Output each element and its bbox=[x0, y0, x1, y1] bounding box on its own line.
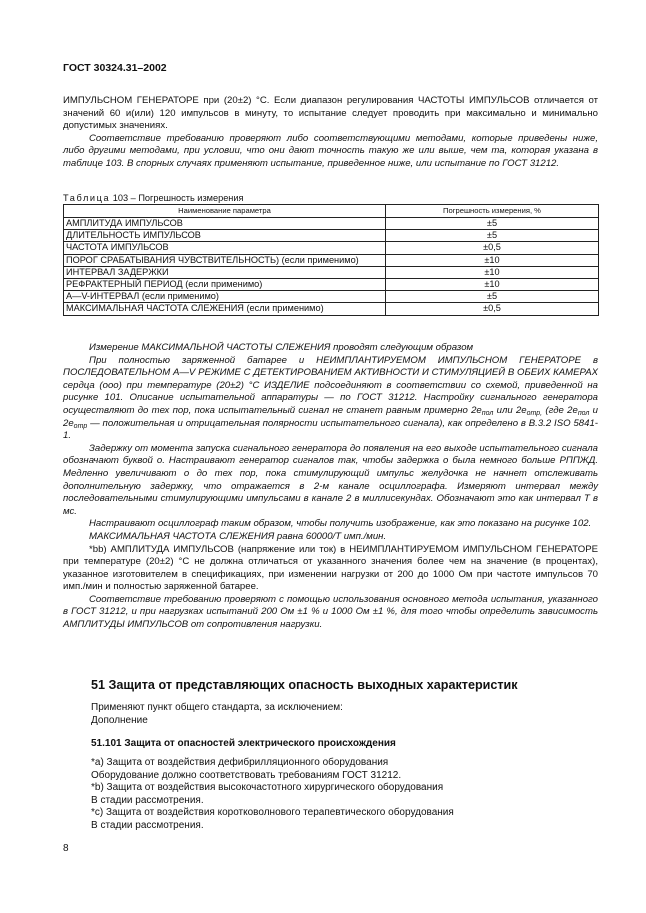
test-method-text bbox=[63, 342, 598, 632]
table-row bbox=[64, 291, 599, 303]
error-cell: ±0,5 bbox=[386, 303, 599, 315]
list-item: *b) Защита от воздействия высокочастотного хирургического оборудования bbox=[91, 782, 444, 794]
list-item: Оборудование должно соответствовать требованиям ГОСТ 31212. bbox=[91, 769, 402, 781]
measurement-error-table bbox=[63, 204, 599, 316]
paragraph: ИМПУЛЬСНОМ ГЕНЕРАТОРЕ при (20±2) °С. Если диапазон регулирования ЧАСТОТЫ ИМПУЛЬСОВ отличается от значений 60 и(или) 120 импульсов в минуту, то испытание следует проводить при максимально и минимально допустимых значениях. bbox=[63, 95, 598, 132]
parameter-cell: ДЛИТЕЛЬНОСТЬ ИМПУЛЬСОВ bbox=[64, 230, 386, 242]
amplitude-requirement-paragraph: *bb) АМПЛИТУДА ИМПУЛЬСОВ (напряжение или ток) в НЕИМПЛАНТИРУЕМОМ ИМПУЛЬСНОМ ГЕНЕРАТОРЕ при температуре (20±2) °С не должна отличаться от указанного значения более чем на значение (в процентах), указанное изготовителем в спецификациях, при изменении нагрузки от 200 до 1000 Ом при частоте импульсов 70 имп./мин и полностью заряженной батарее. bbox=[63, 543, 598, 593]
compliance-paragraph: Соответствие требованию проверяют либо соответствующими методами, которые приведены ниже, либо другими методами, при условии, что они дают точность такую же или выше, чем та, которая указана в таблице 103. В спорных случаях применяют испытание, приведенное ниже, или испытание по ГОСТ 31212. bbox=[63, 132, 598, 169]
list-item: В стадии рассмотрения. bbox=[91, 794, 204, 806]
error-cell: ±5 bbox=[386, 291, 599, 303]
page-number: 8 bbox=[63, 843, 69, 854]
parameter-cell: АМПЛИТУДА ИМПУЛЬСОВ bbox=[64, 218, 386, 230]
error-cell: ±5 bbox=[386, 230, 599, 242]
table-row bbox=[64, 279, 599, 291]
table-row bbox=[64, 242, 599, 254]
table-row bbox=[64, 230, 599, 242]
table-caption-word: Таблица bbox=[63, 193, 111, 203]
table-row bbox=[64, 303, 599, 315]
method-result-paragraph: МАКСИМАЛЬНАЯ ЧАСТОТА СЛЕЖЕНИЯ равна 60000/Т имп./мин. bbox=[89, 530, 387, 542]
column-header-error: Погрешность измерения, % bbox=[386, 205, 599, 218]
error-cell: ±0,5 bbox=[386, 242, 599, 254]
parameter-cell: РЕФРАКТЕРНЫЙ ПЕРИОД (если применимо) bbox=[64, 279, 386, 291]
list-item: *с) Защита от воздействия коротковолнового терапевтического оборудования bbox=[91, 807, 454, 819]
error-cell: ±10 bbox=[386, 266, 599, 278]
section-51-intro: Применяют пункт общего стандарта, за исключением: bbox=[91, 702, 343, 713]
method-setup-paragraph: При полностью заряженной батарее и НЕИМПЛАНТИРУЕМОМ ИМПУЛЬСНОМ ГЕНЕРАТОРЕ в ПОСЛЕДОВАТЕЛЬНОМ А—V РЕЖИМЕ С ДЕТЕКТИРОВАНИЕМ АКТИВНОСТИ И СТИМУЛЯЦИЕЙ В ОБЕИХ КАМЕРАХ сердца (ооо) при температуре (20±2) °С ИЗДЕЛИЕ подсоединяют в соответствии со схемой, приведенной на рисунке 101. Описание испытательной аппаратуры — по ГОСТ 31212. Настройку сигнального генератора осуществляют до тех пор, пока испытательный сигнал не станет равным примерно $2e_{пол}$ или $2e_{отр,}$ (где $2e_{пол}$ и $2e_{отр}$ — положительная и отрицательная полярности испытательного сигнала), как определено в В.3.2 ISO 5841-1. bbox=[63, 354, 598, 442]
error-cell: ±10 bbox=[386, 279, 599, 291]
amplitude-compliance-paragraph: Соответствие требованию проверяют с помощью использования основного метода испытания, указанного в ГОСТ 31212, и при нагрузках испытаний 200 Ом ±1 % и 1000 Ом ±1 %, для того чтобы определить зависимость АМПЛИТУДЫ ИМПУЛЬСОВ от сопротивления нагрузки. bbox=[63, 593, 598, 631]
error-cell: ±5 bbox=[386, 218, 599, 230]
table-row bbox=[64, 218, 599, 230]
column-header-parameter: Наименование параметра bbox=[64, 205, 386, 218]
table-caption bbox=[63, 193, 243, 203]
list-item: *а) Защита от воздействия дефибрилляционного оборудования bbox=[91, 757, 389, 768]
table-caption-text: 103 – Погрешность измерения bbox=[110, 193, 244, 203]
parameter-cell: ПОРОГ СРАБАТЫВАНИЯ ЧУВСТВИТЕЛЬНОСТЬ) (если применимо) bbox=[64, 254, 386, 266]
table-header-row bbox=[64, 205, 599, 218]
table-row bbox=[64, 254, 599, 266]
section-51101-body bbox=[91, 757, 599, 833]
method-oscilloscope-paragraph: Настраивают осциллограф таким образом, чтобы получить изображение, как это показано на рисунке 102. bbox=[89, 518, 592, 530]
document-code: ГОСТ 30324.31–2002 bbox=[63, 62, 167, 74]
section-51101-heading: 51.101 Защита от опасностей электрического происхождения bbox=[91, 738, 396, 749]
parameter-cell: ЧАСТОТА ИМПУЛЬСОВ bbox=[64, 242, 386, 254]
error-cell: ±10 bbox=[386, 254, 599, 266]
table-row bbox=[64, 266, 599, 278]
parameter-cell: ИНТЕРВАЛ ЗАДЕРЖКИ bbox=[64, 266, 386, 278]
method-delay-paragraph: Задержку от момента запуска сигнального генератора до появления на его выходе испытательного сигнала обозначают буквой о. Настраивают генератор сигналов так, чтобы задержка о была немного больше РППЖД. Медленно увеличивают о до тех пор, пока стимулирующий импульс желудочка не начнет отслеживать дополнительную задержку, что отражается в 2-м канале осциллографа. Измеряют интервал между последовательными стимулирующими импульсами в канале 2 в миллисекундах. Обозначают это как интервал Т в мс. bbox=[63, 442, 598, 517]
section-51-heading: 51 Защита от представляющих опасность выходных характеристик bbox=[91, 678, 518, 692]
section-51-addition: Дополнение bbox=[91, 714, 148, 726]
list-item: В стадии рассмотрения. bbox=[91, 819, 204, 831]
parameter-cell: МАКСИМАЛЬНАЯ ЧАСТОТА СЛЕЖЕНИЯ (если применимо) bbox=[64, 303, 386, 315]
continuation-text bbox=[63, 95, 598, 171]
parameter-cell: А—V-ИНТЕРВАЛ (если применимо) bbox=[64, 291, 386, 303]
section-51-body bbox=[91, 702, 599, 727]
method-intro: Измерение МАКСИМАЛЬНОЙ ЧАСТОТЫ СЛЕЖЕНИЯ проводят следующим образом bbox=[89, 342, 474, 353]
